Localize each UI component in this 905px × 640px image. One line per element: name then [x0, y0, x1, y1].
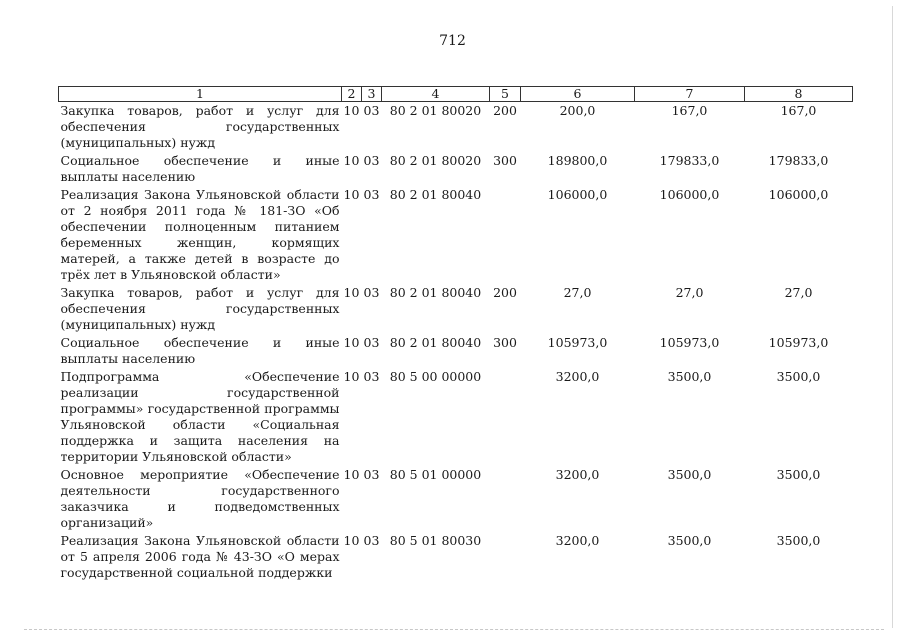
expense-type-cell [490, 466, 521, 532]
header-col-2: 2 [342, 87, 362, 102]
amount-col-8-cell: 105973,0 [768, 335, 829, 350]
section-cell: 10 [343, 285, 360, 300]
table-header [59, 87, 853, 102]
amount-col-8-cell: 3500,0 [776, 533, 821, 548]
target-article-cell: 80 2 01 80040 [389, 187, 482, 202]
subsection-cell: 03 [363, 467, 380, 482]
amount-col-7-cell: 167,0 [671, 103, 708, 118]
header-col-5: 5 [490, 87, 521, 102]
section-cell: 10 [343, 187, 360, 202]
header-col-3: 3 [362, 87, 382, 102]
target-article-cell: 80 2 01 80040 [389, 285, 482, 300]
expense-type-cell: 200 [493, 103, 517, 118]
subsection-cell: 03 [363, 187, 380, 202]
amount-col-8-cell: 3500,0 [776, 467, 821, 482]
amount-col-7-cell: 27,0 [675, 285, 704, 300]
table-row [59, 186, 853, 284]
row-name-cell: Социальное обеспечение и иные выплаты населению [60, 153, 340, 184]
target-article-cell: 80 5 00 00000 [389, 369, 482, 384]
subsection-cell: 03 [363, 153, 380, 168]
row-name-cell: Закупка товаров, работ и услуг для обеспечения государственных (муниципальных) нужд [60, 103, 340, 150]
amount-col-7-cell: 3500,0 [667, 533, 712, 548]
row-name-cell: Подпрограмма «Обеспечение реализации государственной программы» государственной программы Ульяновской области «Социальная поддержка и защита населения на территории Ульяновской области» [60, 369, 340, 464]
amount-col-6-cell: 27,0 [563, 285, 592, 300]
amount-col-7-cell: 3500,0 [667, 369, 712, 384]
header-col-1: 1 [59, 87, 342, 102]
row-name-cell: Социальное обеспечение и иные выплаты населению [60, 335, 340, 366]
budget-table [58, 86, 853, 582]
target-article-cell: 80 5 01 80030 [389, 533, 482, 548]
table-row [59, 334, 853, 368]
amount-col-7-cell: 179833,0 [659, 153, 720, 168]
section-cell: 10 [343, 369, 360, 384]
expense-type-cell: 200 [493, 285, 517, 300]
amount-col-6-cell: 3200,0 [555, 533, 600, 548]
expense-type-cell: 300 [493, 335, 517, 350]
amount-col-6-cell: 3200,0 [555, 467, 600, 482]
row-name-cell: Основное мероприятие «Обеспечение деятельности государственного заказчика и подведомственных организаций» [60, 467, 340, 530]
subsection-cell: 03 [363, 103, 380, 118]
row-name-cell: Реализация Закона Ульяновской области от 5 апреля 2006 года № 43-ЗО «О мерах государственной социальной поддержки [60, 533, 340, 580]
table-row [59, 102, 853, 153]
amount-col-8-cell: 106000,0 [768, 187, 829, 202]
expense-type-cell [490, 186, 521, 284]
bottom-rule [24, 629, 884, 630]
amount-col-8-cell: 179833,0 [768, 153, 829, 168]
table-row [59, 368, 853, 466]
section-cell: 10 [343, 103, 360, 118]
target-article-cell: 80 2 01 80020 [389, 153, 482, 168]
target-article-cell: 80 2 01 80040 [389, 335, 482, 350]
table-row [59, 152, 853, 186]
subsection-cell: 03 [363, 335, 380, 350]
header-col-6: 6 [521, 87, 635, 102]
amount-col-6-cell: 3200,0 [555, 369, 600, 384]
section-cell: 10 [343, 533, 360, 548]
subsection-cell: 03 [363, 285, 380, 300]
row-name-cell: Реализация Закона Ульяновской области от 2 ноября 2011 года № 181-ЗО «Об обеспечении полноценным питанием беременных женщин, кормящих матерей, а также детей в возрасте до трёх лет в Ульяновской области» [60, 187, 340, 282]
amount-col-6-cell: 106000,0 [547, 187, 608, 202]
section-cell: 10 [343, 153, 360, 168]
table-row [59, 532, 853, 582]
header-col-8: 8 [745, 87, 853, 102]
page-number: 712 [439, 33, 466, 49]
amount-col-8-cell: 3500,0 [776, 369, 821, 384]
expense-type-cell [490, 532, 521, 582]
subsection-cell: 03 [363, 533, 380, 548]
amount-col-7-cell: 106000,0 [659, 187, 720, 202]
expense-type-cell [490, 368, 521, 466]
section-cell: 10 [343, 335, 360, 350]
header-col-4: 4 [382, 87, 490, 102]
section-cell: 10 [343, 467, 360, 482]
target-article-cell: 80 5 01 00000 [389, 467, 482, 482]
amount-col-7-cell: 3500,0 [667, 467, 712, 482]
table-row [59, 466, 853, 532]
subsection-cell: 03 [363, 369, 380, 384]
target-article-cell: 80 2 01 80020 [389, 103, 482, 118]
row-name-cell: Закупка товаров, работ и услуг для обеспечения государственных (муниципальных) нужд [60, 285, 340, 332]
amount-col-8-cell: 27,0 [784, 285, 813, 300]
table-body [59, 102, 853, 583]
amount-col-6-cell: 200,0 [559, 103, 596, 118]
amount-col-8-cell: 167,0 [780, 103, 817, 118]
amount-col-7-cell: 105973,0 [659, 335, 720, 350]
table-row [59, 284, 853, 334]
amount-col-6-cell: 105973,0 [547, 335, 608, 350]
expense-type-cell: 300 [493, 153, 517, 168]
header-col-7: 7 [635, 87, 745, 102]
amount-col-6-cell: 189800,0 [547, 153, 608, 168]
